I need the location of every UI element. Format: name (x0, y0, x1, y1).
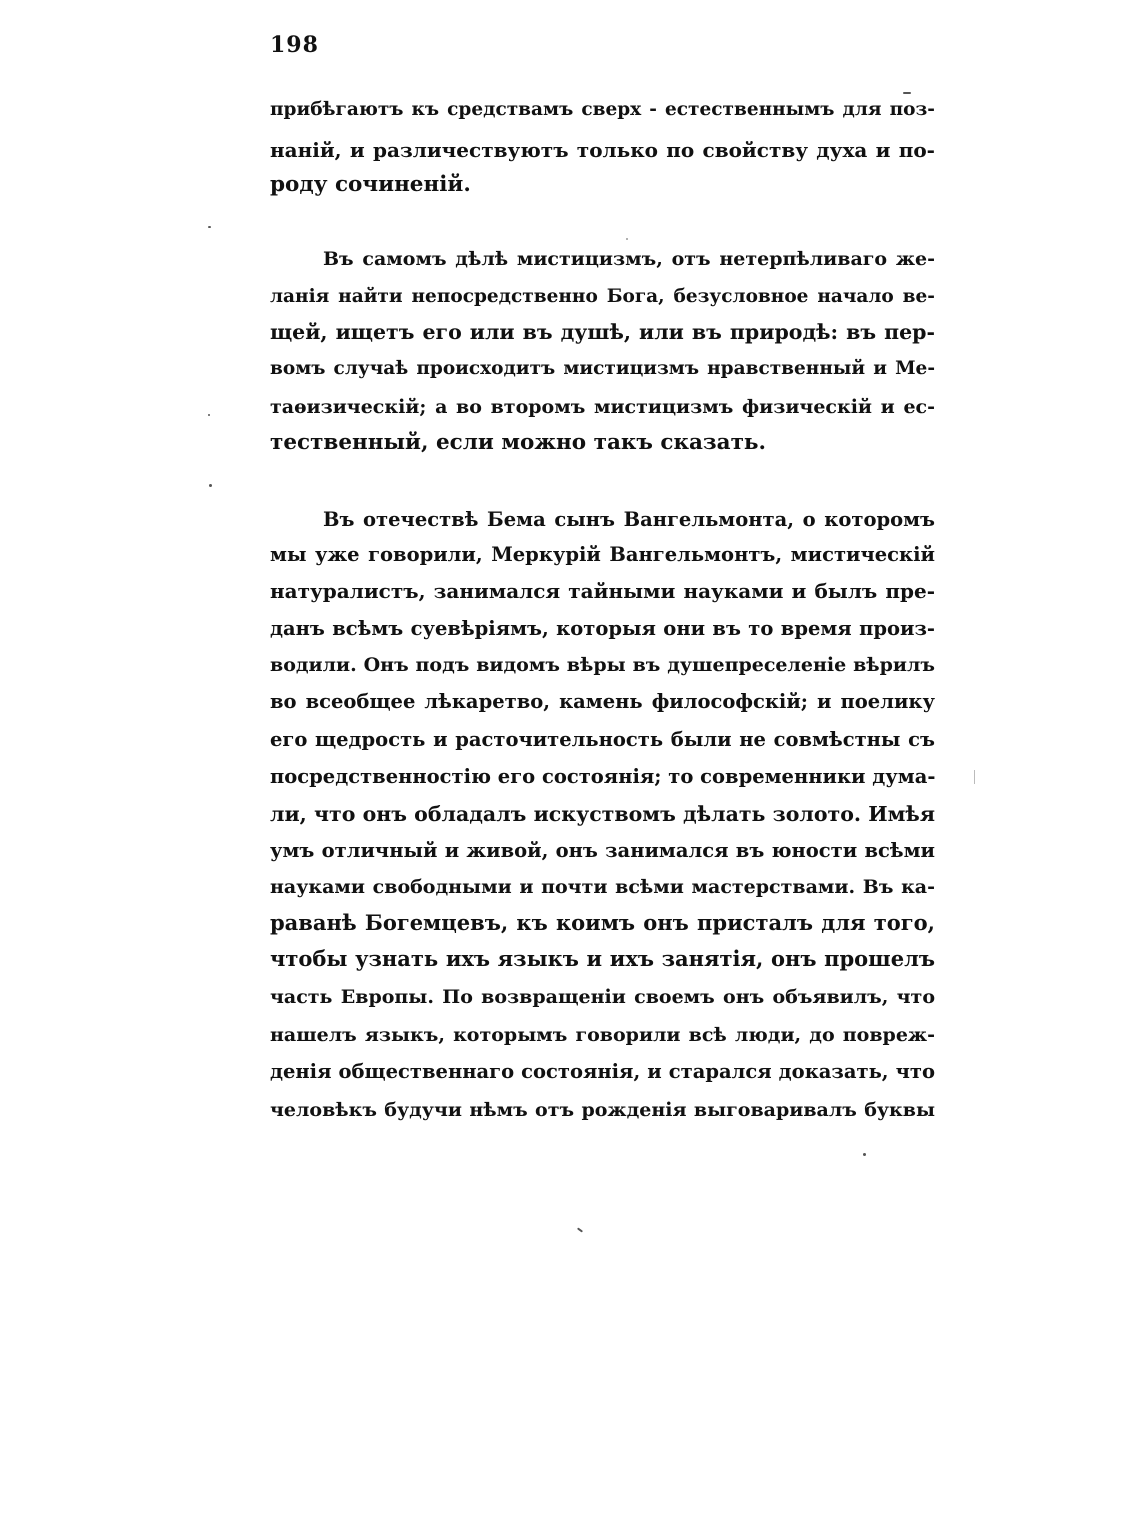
text-line: натуралистъ, занимался тайными науками и былъ пре- (270, 579, 935, 603)
scan-speck (974, 770, 975, 784)
scan-speck (577, 1227, 583, 1232)
scan-speck (903, 92, 911, 94)
text-line: посредственностію его состоянія; то современники дума- (270, 765, 936, 788)
text-line: Въ отечествѣ Бема сынъ Вангельмонта, о которомъ (323, 508, 935, 531)
text-line: роду сочиненій. (270, 172, 471, 197)
text-line: мы уже говорили, Меркурій Вангельмонтъ, мистическій (270, 543, 935, 566)
text-line: вомъ случаѣ происходитъ мистицизмъ нравственный и Ме- (270, 358, 935, 379)
page-number: 198 (270, 32, 319, 58)
scan-speck (209, 484, 212, 487)
text-line: чтобы узнать ихъ языкъ и ихъ занятія, онъ прошелъ (270, 946, 935, 971)
text-line: таѳизическій; а во второмъ мистицизмъ физическій и ес- (270, 396, 935, 418)
scan-speck (208, 226, 211, 228)
text-line: денія общественнаго состоянія, и старался доказать, что (270, 1060, 935, 1083)
scan-speck (863, 1153, 866, 1156)
text-line: ли, что онъ обладалъ искуствомъ дѣлать золото. Имѣя (270, 802, 935, 826)
text-line: Въ самомъ дѣлѣ мистицизмъ, отъ нетерпѣливаго же- (323, 248, 935, 270)
text-line: во всеобщее лѣкаретво, камень философскій; и поелику (270, 690, 935, 713)
text-line: часть Европы. По возвращеніи своемъ онъ объявилъ, что (270, 986, 935, 1008)
text-line: умъ отличный и живой, онъ занимался въ юности всѣми (270, 839, 935, 862)
text-line: наній, и различествуютъ только по свойству духа и по- (270, 138, 935, 162)
text-line: тественный, если можно такъ сказать. (270, 430, 766, 455)
text-line: щей, ищетъ его или въ душѣ, или въ природѣ: въ пер- (270, 320, 935, 344)
text-line: науками свободными и почти всѣми мастерствами. Въ ка- (270, 876, 935, 898)
text-line: раванѣ Богемцевъ, къ коимъ онъ присталъ для того, (270, 910, 935, 935)
text-line: ланія найти непосредственно Бога, безусловное начало ве- (270, 286, 935, 307)
text-line: водили. Онъ подъ видомъ вѣры въ душепреселеніе вѣрилъ (270, 654, 935, 676)
text-line: нашелъ языкъ, которымъ говорили всѣ люди, до повреж- (270, 1024, 935, 1046)
text-line: прибѣгаютъ къ средствамъ сверх - естественнымъ для поз- (270, 99, 935, 120)
scan-speck (208, 414, 210, 416)
text-line: его щедрость и расточительность были не совмѣстны съ (270, 728, 935, 751)
text-line: человѣкъ будучи нѣмъ отъ рожденія выговаривалъ буквы (270, 1099, 935, 1121)
text-line: данъ всѣмъ суевѣріямъ, которыя они въ то время произ- (270, 617, 935, 640)
scan-speck (626, 238, 628, 240)
